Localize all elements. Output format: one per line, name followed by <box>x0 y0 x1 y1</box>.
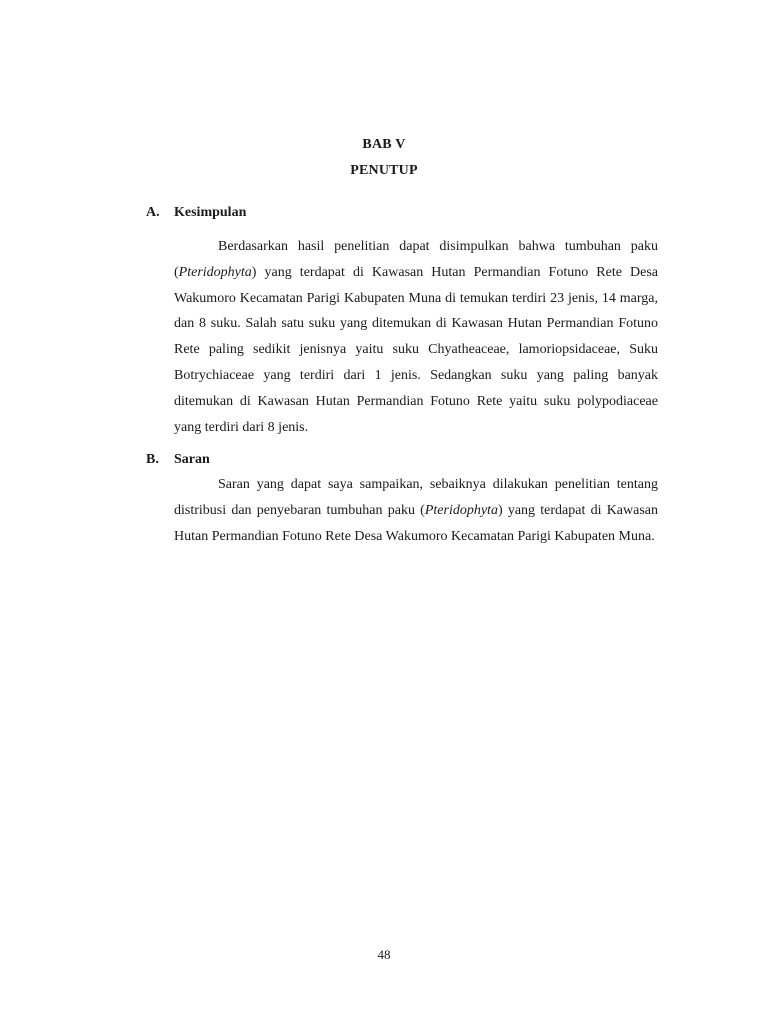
section-heading-saran <box>146 452 210 468</box>
page-number: 48 <box>377 947 391 962</box>
section-heading-kesimpulan <box>146 205 246 221</box>
section-letter: B. <box>146 452 159 467</box>
section-letter: A. <box>146 205 160 220</box>
section-title: Saran <box>174 452 210 467</box>
chapter-number: BAB V <box>362 137 406 152</box>
paragraph-text: Berdasarkan hasil penelitian dapat disimpulkan bahwa tumbuhan paku ( <box>174 239 658 280</box>
scientific-name: Pteridophyta <box>178 264 252 280</box>
scientific-name: Pteridophyta <box>424 502 498 518</box>
conclusion-paragraph <box>174 234 658 440</box>
paragraph-text: Saran yang dapat saya sampaikan, sebaiknya dilakukan penelitian tentang distribusi dan penyebaran tumbuhan paku ( <box>174 477 658 518</box>
section-title: Kesimpulan <box>174 205 247 220</box>
paragraph-text: ) yang terdapat di Kawasan Hutan Permandian Fotuno Rete Desa Wakumoro Kecamatan Parigi Kabupaten Muna di temukan terdiri 23 jenis, 14 marga, dan 8 suku. Salah satu suku yang ditemukan di Kawasan Hutan Permandian Fotuno Rete paling sedikit jenisnya yaitu suku Chyatheaceae, lamoriopsidaceae, Suku Botrychiaceae yang terdiri dari 1 jenis. Sedangkan suku yang paling banyak ditemukan di Kawasan Hutan Permandian Fotuno Rete yaitu suku polypodiaceae yang terdiri dari 8 jenis. <box>174 264 658 435</box>
suggestion-paragraph <box>174 472 658 549</box>
chapter-title: PENUTUP <box>350 163 418 178</box>
paragraph-text: ) yang terdapat di Kawasan Hutan Permandian Fotuno Rete Desa Wakumoro Kecamatan Parigi Kabupaten Muna. <box>174 502 659 544</box>
